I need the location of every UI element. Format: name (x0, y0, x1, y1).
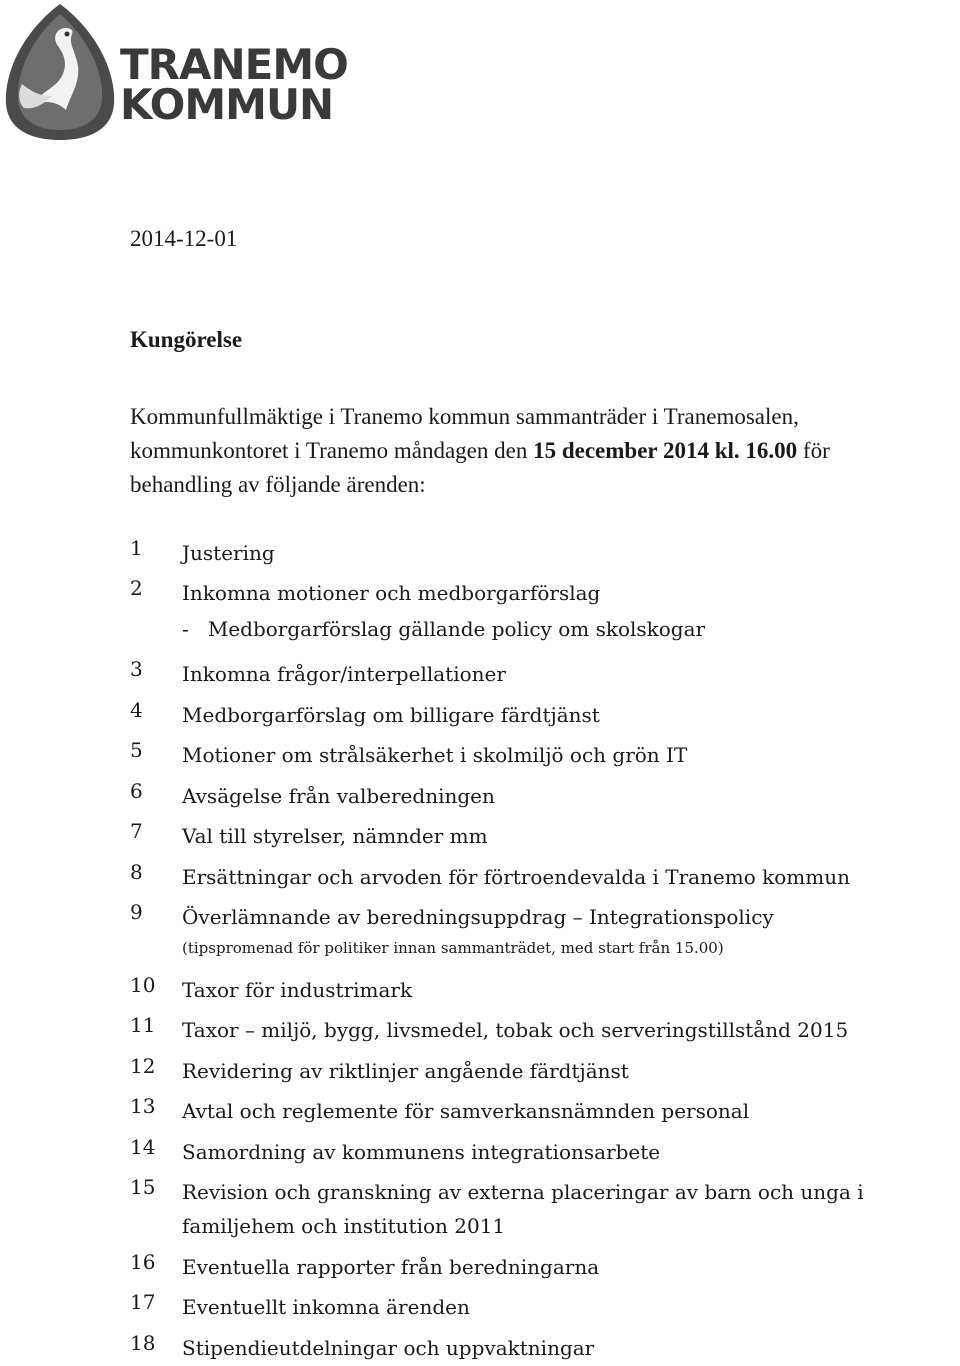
agenda-item-text: Medborgarförslag om billigare färdtjänst (182, 703, 600, 727)
agenda-item-number: 5 (130, 738, 143, 762)
tranemo-kommun-logo (0, 0, 348, 145)
agenda-item-number: 2 (130, 576, 143, 600)
agenda-item-number: 3 (130, 657, 143, 681)
agenda-item-text: Stipendieutdelningar och uppvaktningar (182, 1336, 595, 1360)
agenda-item-number: 4 (130, 698, 143, 722)
agenda-item-text: Revidering av riktlinjer angående färdtjänst (182, 1059, 629, 1083)
swan-emblem-icon (0, 0, 120, 145)
agenda-item-text: Revision och granskning av externa placeringar av barn och unga i familjehem och institution 2011 (182, 1180, 864, 1238)
agenda-item-number: 11 (130, 1013, 156, 1037)
logo-text-kommun: KOMMUN (120, 80, 334, 129)
agenda-item-number: 17 (130, 1290, 156, 1314)
agenda-note-text: (tipspromenad för politiker innan sammanträdet, med start från 15.00) (182, 939, 724, 957)
agenda-subitem-text: - Medborgarförslag gällande policy om skolskogar (182, 617, 706, 641)
agenda-item-text: Samordning av kommunens integrationsarbete (182, 1140, 661, 1164)
agenda-item-text: Överlämnande av beredningsuppdrag – Integrationspolicy (182, 905, 774, 929)
agenda-item-text: Justering (182, 541, 275, 565)
agenda-item-text: Avsägelse från valberedningen (182, 784, 495, 808)
agenda-item-number: 1 (130, 536, 143, 560)
agenda-item-text: Avtal och reglemente för samverkansnämnden personal (182, 1099, 750, 1123)
intro-line: Kommunfullmäktige i Tranemo kommun sammanträder i Tranemosalen, (130, 404, 799, 429)
agenda-item-text: Val till styrelser, nämnder mm (182, 824, 488, 848)
intro-paragraph (130, 400, 960, 502)
agenda-item-text: Taxor för industrimark (182, 978, 413, 1002)
agenda-item-text: Taxor – miljö, bygg, livsmedel, tobak och serveringstillstånd 2015 (182, 1018, 849, 1042)
intro-text: kommunkontoret i Tranemo måndagen den (130, 438, 534, 463)
agenda-item-text: Eventuella rapporter från beredningarna (182, 1255, 600, 1279)
intro-line: behandling av följande ärenden: (130, 472, 426, 497)
agenda-item-text: Motioner om strålsäkerhet i skolmiljö och grön IT (182, 743, 688, 767)
meeting-datetime: 15 december 2014 kl. 16.00 (533, 438, 798, 463)
agenda-item-text: Eventuellt inkomna ärenden (182, 1295, 470, 1319)
agenda-item-text: Inkomna motioner och medborgarförslag (182, 581, 601, 605)
document-title: Kungörelse (130, 327, 243, 352)
agenda-item-text: Ersättningar och arvoden för förtroendevalda i Tranemo kommun (182, 865, 850, 889)
agenda-item-number: 13 (130, 1094, 156, 1118)
agenda-item-number: 12 (130, 1054, 156, 1078)
agenda-item-number: 8 (130, 860, 143, 884)
agenda-item-number: 18 (130, 1331, 156, 1355)
agenda-item-number: 7 (130, 819, 143, 843)
agenda-item-text: Inkomna frågor/interpellationer (182, 662, 506, 686)
logo-text-tranemo: TRANEMO (120, 40, 348, 89)
intro-text: för (797, 438, 830, 463)
agenda-item-number: 14 (130, 1135, 156, 1159)
document-date: 2014-12-01 (130, 226, 238, 251)
agenda-item-number: 9 (130, 900, 143, 924)
agenda-item-number: 16 (130, 1250, 156, 1274)
agenda-item-number: 10 (130, 973, 156, 997)
intro-line (130, 434, 960, 468)
agenda-item-number: 15 (130, 1175, 156, 1199)
agenda-item-number: 6 (130, 779, 143, 803)
